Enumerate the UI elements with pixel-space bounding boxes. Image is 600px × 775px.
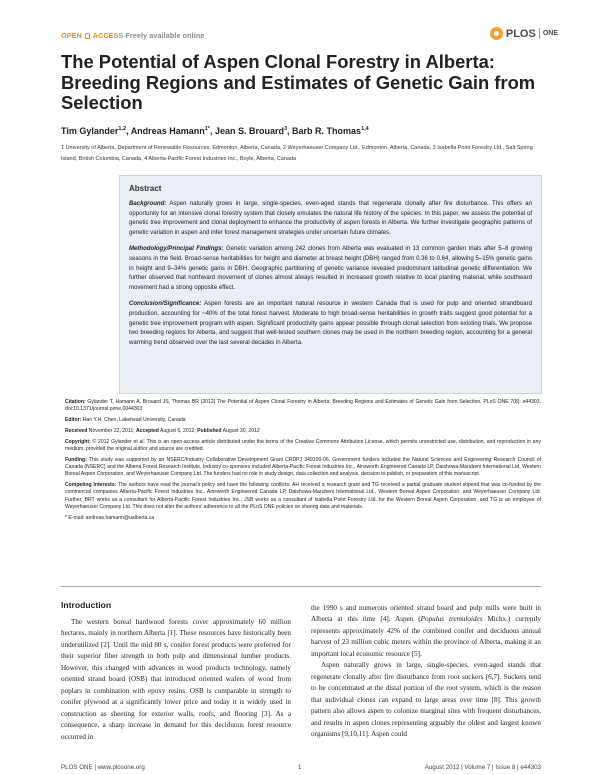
article-metadata (65, 399, 541, 526)
paper-title: The Potential of Aspen Clonal Forestry in Alberta: Breeding Regions and Estimates of Genetic Gain from Selection (61, 51, 536, 113)
corresponding-email[interactable]: * E-mail: andreas.hamann@ualberta.ca (65, 514, 155, 521)
page-number: 1 (298, 764, 302, 771)
body-column-right (311, 603, 541, 740)
author-affil-sup: 1* (204, 126, 210, 132)
dates (65, 428, 541, 435)
conclusion-label: Conclusion/Significance: (129, 301, 202, 308)
accepted-date: August 6, 2012; (158, 427, 198, 434)
author-name: Tim Gylander (61, 126, 119, 136)
published-label: Published (197, 427, 222, 434)
methods-text: Genetic variation among 242 clones from Alberta was evaluated in 13 common garden trials after 5–8 growing seasons in the field. Broad-sense heritabilities for height and diameter at breast height (DBH) ranged from 0.36 to 0.64, allowing 5–15% genetic gains in height and 9–34% genetic gains in DBH. Geographic partitioning of genetic variance revealed predominant latitudinal genetic differentiation. We further observed that northward movement of clones almost always resulted in increased growth relative to local planting material, while southward movement had a strong opposite effect. (129, 246, 532, 291)
author-name: Andreas Hamann (130, 126, 205, 136)
logo-divider (539, 28, 540, 39)
intro-paragraph: Aspen naturally grows in large, single-species, even-aged stands that regenerate clonally after fire disturbance from root suckers [6,7]. Suckers tend to be concentrated at the distal portion of the root system, which is the reason that individual clones can expand to large areas over time [8]. This growth pattern also allows aspen to colonize marginal sites with frequent disturbances, and results in aspen clones representing arguably the oldest and largest known organisms [9,10,11]. Aspen could (311, 661, 541, 738)
abstract-background (129, 200, 532, 238)
logo-one-text: ONE (542, 30, 558, 37)
author-affil-sup: 1,4 (361, 126, 369, 132)
abstract-methods (129, 245, 532, 293)
access-label: ACCESS (92, 31, 124, 40)
introduction-heading: Introduction (61, 600, 112, 610)
open-access-lock-icon (85, 33, 90, 39)
methods-label: Methodology/Principal Findings: (129, 246, 224, 253)
plos-one-logo (490, 27, 558, 40)
received-label: Received (65, 427, 88, 434)
copyright-text: © 2012 Gylander et al. This is an open-access article distributed under the terms of the Creative Commons Attribution License, which permits unrestricted use, distribution, and reproduction in any medium, provided the original author and source are credited. (65, 438, 541, 452)
competing-text: The authors have read the journal's policy and have the following conflicts: AH received a research grant and TG received a partial graduate student stipend that was co-funded by the commercial companies Alberta-Pacific Forest Industries Inc., Ainsworth Engineered Canada LP, Daishowa-Marubeni International Ltd., Western Boreal Aspen Corporation, and Weyerhaeuser Company Ltd. Further, BRT works as a consultant for Alberta-Pacific Forest Industries Inc., JSB works as a consultant of Isabella Point Forestry Ltd. for the Western Boreal Aspen Corporation, and TG is an employee of Weyerhaeuser Company Ltd. This does not alter the authors' adherence to all the PLoS ONE policies on sharing data and materials. (65, 482, 541, 511)
funding (65, 457, 541, 479)
author-name: Jean S. Brouard (214, 126, 284, 136)
citation-label: Citation: (65, 399, 86, 405)
funding-text: This study was supported by an NSERC/Industry Collaborative Development Grant CRDPJ 349100-06. Government funders included the Natural Sciences and Engineering Research Council of Canada (NSERC) and the Alberta Forest Research Institute. Industry co-sponsors included Alberta-Pacific Forest Industries Inc., Ainsworth Engineered Canada LP, Daishowa-Marubeni International Ltd, Western Boreal Aspen Corporation, and Weyerhaeuser Company Ltd. The funders had no role in study design, data collection and analysis, decision to publish, or preparation of this manuscript. (65, 456, 541, 478)
competing-interests (65, 482, 541, 511)
accepted-label: Accepted (135, 427, 159, 434)
freely-available-label: Freely available online (125, 31, 205, 40)
abstract-box (119, 175, 542, 394)
page-footer (61, 764, 541, 771)
plos-logo-icon (490, 27, 503, 40)
footer-journal: PLOS ONE | www.plosone.org (61, 764, 145, 771)
received-date: November 22, 2011; (87, 427, 136, 434)
intro-paragraph: The western boreal hardwood forests cover approximately 60 million hectares, mainly in northern Alberta [1]. These resources have historically been underutilized [2]. Until the mid 80 s, conifer forest products were preferred for their superior fiber strength in both pulp and dimensional lumber products. However, this changed with advances in wood products technology, namely oriented strand board (OSB) that introduced oriented wafers of wood from poplars in combination with epoxy resins. OSB is comparable in strength to conifer plywood at a significantly lower price and today it is widely used in construction as sheeting for exterior walls, roofs, and flooring [3]. As a consequence, a sharp increase in demand for this deciduous forest resource occurred in (61, 618, 291, 741)
abstract-heading: Abstract (129, 184, 162, 193)
logo-plos-text: PLOS (505, 27, 536, 40)
abstract-conclusion (129, 300, 532, 348)
citation (65, 399, 541, 414)
background-text: Aspen naturally grows in large, single-species, even-aged stands that regenerate clonally after fire disturbance. This offers an opportunity for an intensive clonal forestry system that closely emulates the natural life history of the species. In this paper, we assess the potential of genetic tree improvement and clonal deployment to enhance the productivity of aspen forests in Alberta. We further investigate geographic patterns of genetic variation in aspen and infer forest management strategies under uncertain future climates. (129, 201, 532, 236)
affiliations: 1 University of Alberta, Department of Renewable Resources, Edmonton, Alberta, Canada, 2 Weyerhaeuser Company Ltd., Edmonton, Alberta, Canada, 3 Isabella Point Forestry Ltd., Salt Spring Island, British Columbia, Canada, 4 Alberta-Pacific Forest Industries Inc., Boyle, Alberta, Canada (61, 145, 533, 162)
citation-text: Gylander T, Hamann A, Brouard JS, Thomas BR (2012) The Potential of Aspen Clonal Forestry in Alberta: Breeding Regions and Estimates of Genetic Gain from Selection. PLoS ONE 7(8): e44303. doi:10.1371/journal.pone.0044303 (65, 399, 541, 413)
author-name: Barb R. Thomas (292, 126, 362, 136)
author-list: Tim Gylander$^{1,2}$, Andreas Hamann$^{1*}$, Jean S. Brouard$^3$, Barb R. Thomas$^{1,4}$ (61, 126, 369, 136)
footer-issue: August 2012 | Volume 7 | Issue 8 | e44303 (424, 764, 541, 771)
intro-text: Michx.) currently represents approximately 42% of the combined conifer and deciduous annual harvest of 23 million cubic meters within the province of Alberta, making it an important local economic resource [5]. (311, 615, 541, 658)
intro-text: the 1990 s and numerous oriented strand board and pulp mills were built in Alberta at this time [4]. Aspen ( (311, 604, 541, 624)
copyright (65, 439, 541, 454)
background-label: Background: (129, 201, 167, 207)
author-affil-sup: 1,2 (118, 126, 127, 132)
author-affil-sup: 3 (283, 126, 288, 132)
open-access-banner (61, 31, 204, 40)
editor-text: Han Y.H. Chen, Lakehead University, Canada (81, 417, 186, 424)
copyright-label: Copyright: (65, 438, 91, 445)
published-date: August 30, 2012 (221, 427, 260, 434)
journal-header (61, 27, 558, 45)
section-divider (61, 586, 541, 587)
editor-label: Editor: (65, 417, 82, 424)
editor (65, 417, 541, 424)
conclusion-text: Aspen forests are an important natural resource in western Canada that is used for pulp and oriented strandboard production, accounting for ~40% of the total forest harvest. Moderate to high broad-sense heritabilities in growth traits suggest good potential for a genetic tree improvement program with aspen. Significant productivity gains appear possible through clonal selection from existing trials. We propose two breeding regions for Alberta, and suggest that well-tested southern clones may be used in the northern breeding region, accounting for a general warming trend observed over the last several decades in Alberta. (129, 301, 532, 346)
intro-paragraph-continued (311, 603, 541, 660)
species-name: Populus tremuloides (420, 615, 483, 624)
competing-label: Competing Interests: (65, 482, 117, 489)
open-access-label: OPEN (61, 31, 82, 40)
funding-label: Funding: (65, 456, 87, 463)
body-column-left (61, 617, 291, 743)
